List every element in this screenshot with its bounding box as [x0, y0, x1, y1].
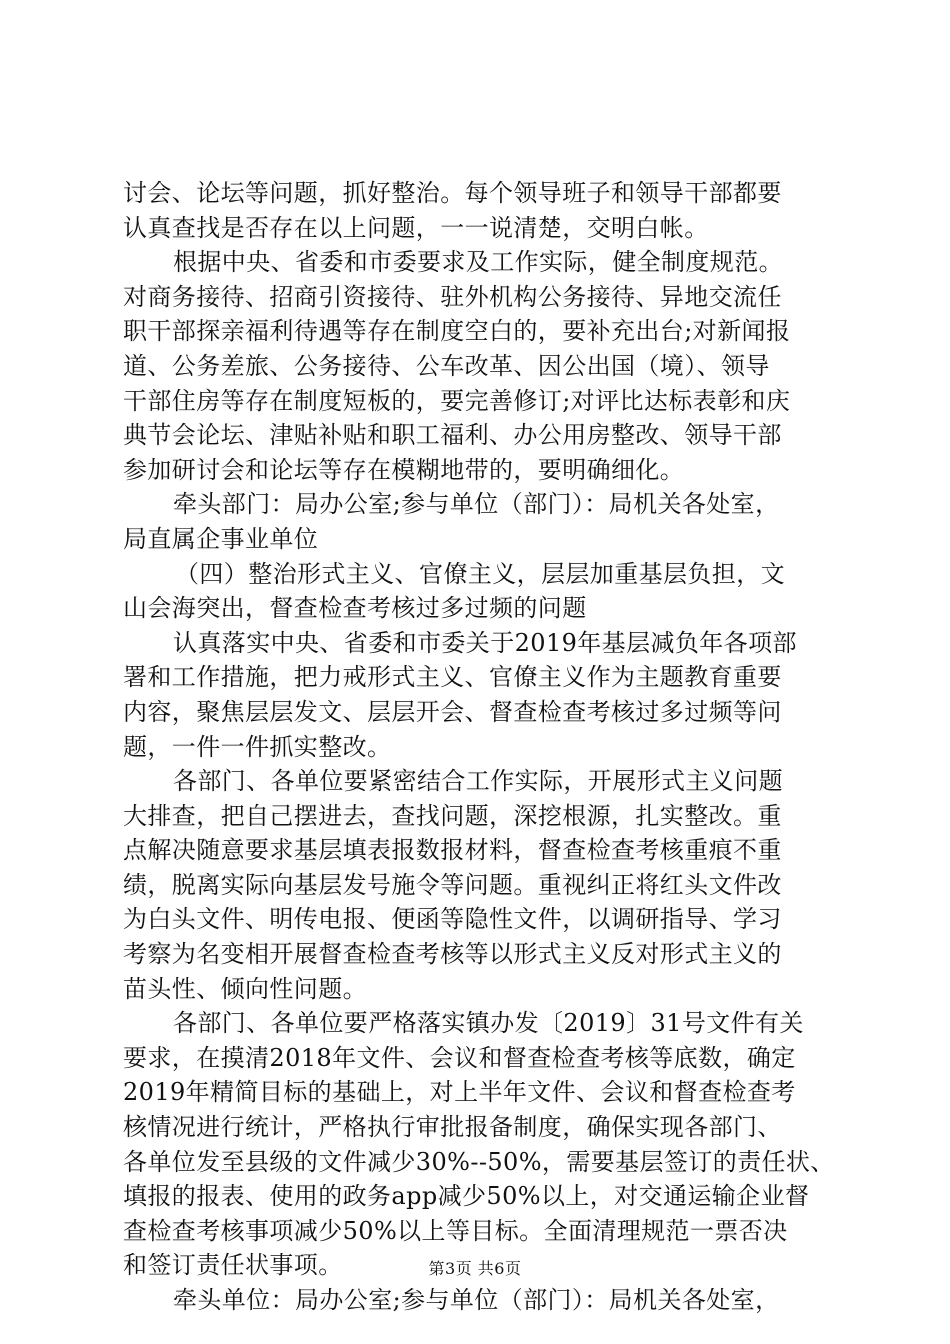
- text-line: 填报的报表、使用的政务app减少50%以上，对交通运输企业督: [123, 1182, 810, 1211]
- text-line: 牵头单位：局办公室;参与单位（部门）：局机关各处室，: [173, 1286, 780, 1314]
- text-line: 各部门、各单位要紧密结合工作实际，开展形式主义问题: [173, 767, 783, 796]
- text-line: 认真查找是否存在以上问题，一一说清楚，交明白帐。: [123, 213, 709, 242]
- text-line: 苗头性、倾向性问题。: [123, 974, 367, 1003]
- text-line: 职干部探亲福利待遇等存在制度空白的，要补充出台;对新闻报: [123, 317, 791, 346]
- text-line: 查检查考核事项减少50%以上等目标。全面清理规范一票否决: [123, 1216, 788, 1245]
- document-body: [123, 176, 835, 1318]
- text-line: 为白头文件、明传电报、便函等隐性文件，以调研指导、学习: [123, 905, 782, 934]
- text-line: 干部住房等存在制度短板的，要完善修订;对评比达标表彰和庆: [123, 386, 791, 415]
- text-line: 道、公务差旅、公务接待、公车改革、因公出国（境）、领导: [123, 351, 770, 380]
- text-line: 2019年精简目标的基础上，对上半年文件、会议和督查检查考: [123, 1078, 796, 1107]
- text-line: 对商务接待、招商引资接待、驻外机构公务接待、异地交流任: [123, 282, 782, 311]
- section-heading-line: （四）整治形式主义、官僚主义，层层加重基层负担，文: [175, 559, 785, 588]
- text-line: 根据中央、省委和市委要求及工作实际，健全制度规范。: [173, 248, 783, 277]
- text-line: 要求，在摸清2018年文件、会议和督查检查考核等底数，确定: [123, 1043, 796, 1072]
- text-line: 各单位发至县级的文件减少30%--50%，需要基层签订的责任状、: [123, 1147, 835, 1176]
- text-line: 典节会论坛、津贴补贴和职工福利、办公用房整改、领导干部: [123, 421, 782, 450]
- text-line: 局直属企事业单位: [123, 524, 319, 553]
- text-line: 核情况进行统计，严格执行审批报备制度，确保实现各部门、: [123, 1113, 782, 1142]
- text-line: 考察为名变相开展督查检查考核等以形式主义反对形式主义的: [123, 940, 782, 969]
- section-heading-line: 山会海突出，督查检查考核过多过频的问题: [123, 594, 587, 623]
- text-line: 参加研讨会和论坛等存在模糊地带的，要明确细化。: [123, 455, 685, 484]
- text-line: 内容，聚焦层层发文、层层开会、督查检查考核过多过频等问: [123, 697, 782, 726]
- text-line: 大排查，把自己摆进去，查找问题，深挖根源，扎实整改。重: [123, 801, 782, 830]
- text-line: 各部门、各单位要严格落实镇办发〔2019〕31号文件有关: [173, 1009, 804, 1038]
- text-line: 牵头部门：局办公室;参与单位（部门）：局机关各处室，: [173, 490, 780, 519]
- text-line: 绩，脱离实际向基层发号施令等问题。重视纠正将红头文件改: [123, 870, 782, 899]
- page-number-footer: 第3页 共6页: [428, 1259, 522, 1278]
- text-line: 署和工作措施，把力戒形式主义、官僚主义作为主题教育重要: [123, 663, 782, 692]
- text-line: 认真落实中央、省委和市委关于2019年基层减负年各项部: [173, 628, 797, 657]
- text-line: 题，一件一件抓实整改。: [123, 732, 392, 761]
- text-line: 讨会、论坛等问题，抓好整治。每个领导班子和领导干部都要: [123, 179, 782, 207]
- text-line: 和签订责任状事项。: [123, 1251, 343, 1280]
- text-line: 点解决随意要求基层填表报数报材料，督查检查考核重痕不重: [123, 836, 782, 865]
